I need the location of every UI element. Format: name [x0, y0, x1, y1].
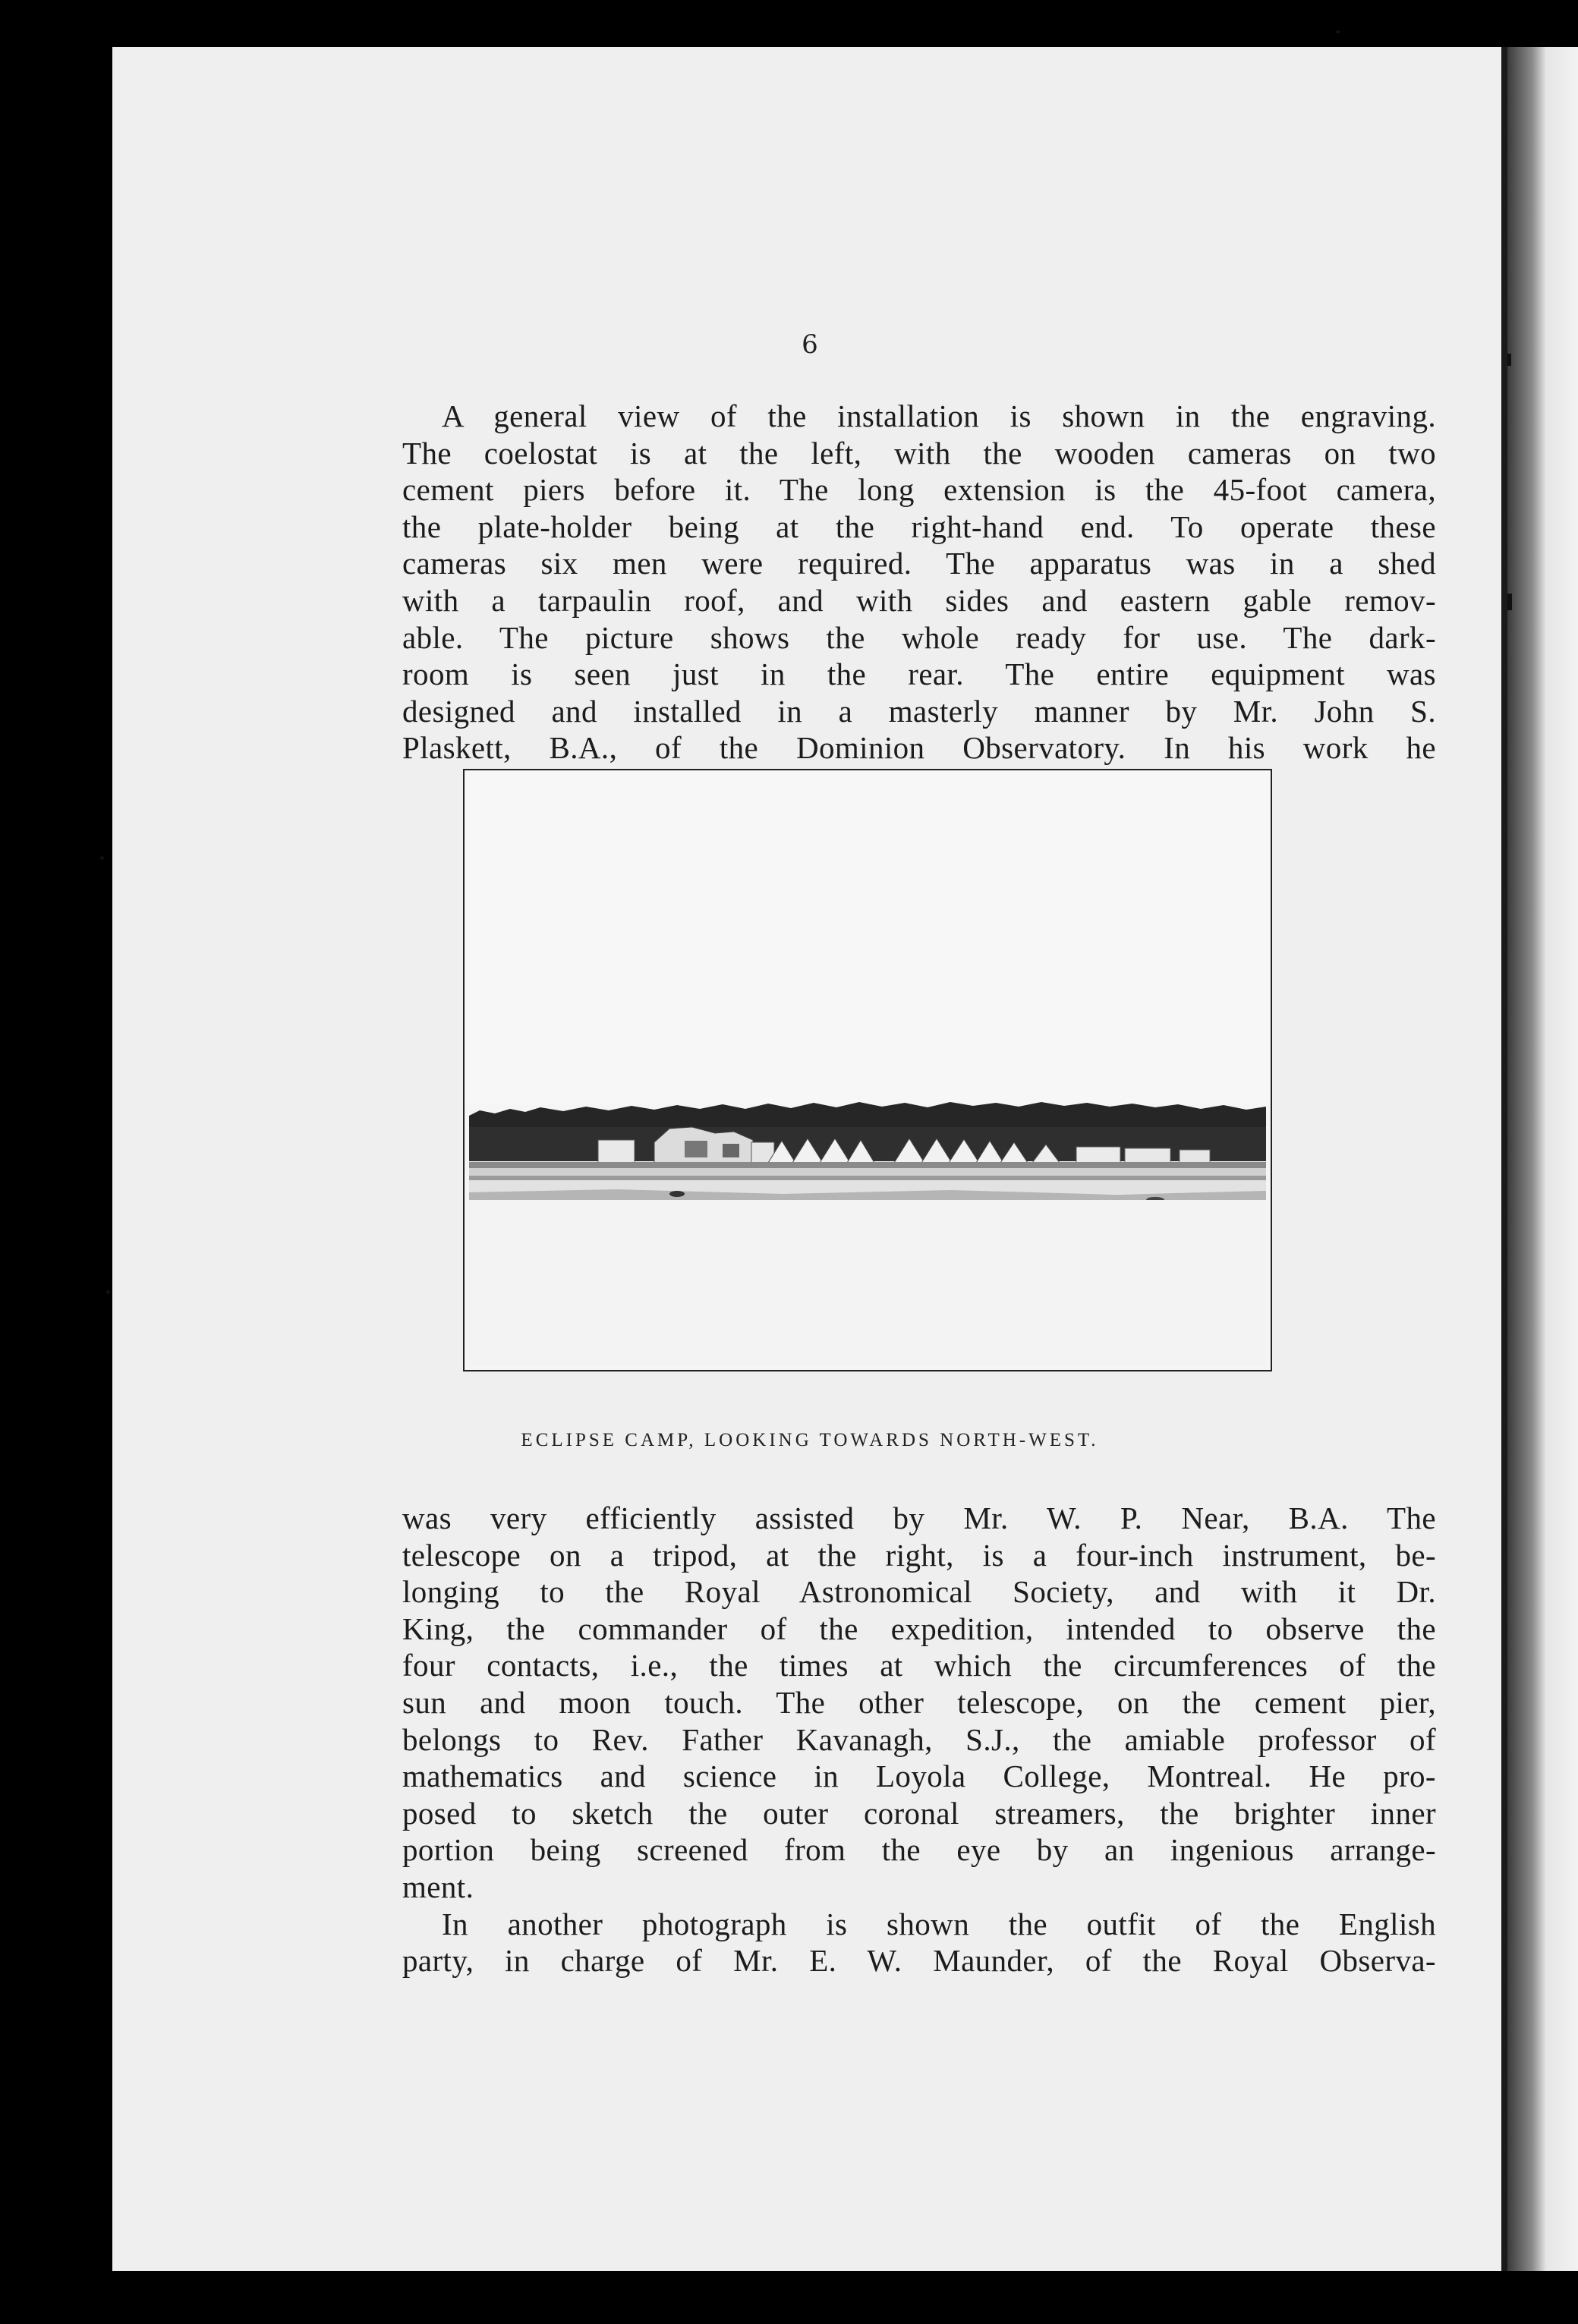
text-line: posed to sketch the outer coronal streamers, the brighter inner — [402, 1795, 1436, 1831]
text-line: The coelostat is at the left, with the wooden cameras on two — [402, 435, 1436, 471]
text-line: room is seen just in the rear. The entire equipment was — [402, 657, 1436, 692]
scan-mark — [1507, 594, 1512, 610]
scan-speck — [1336, 30, 1340, 33]
text-line: the plate-holder being at the right-hand end. To operate these — [402, 509, 1436, 544]
text-line: was very efficiently assisted by Mr. W. P. Near, B.A. The — [402, 1501, 1436, 1535]
scan-mark — [1507, 354, 1511, 366]
eclipse-camp-photograph — [463, 769, 1272, 1371]
text-line: four contacts, i.e., the times at which the circumferences of the — [402, 1648, 1436, 1683]
scan-speck — [106, 1290, 110, 1294]
paragraph-installation — [402, 398, 1436, 767]
text-line: cement piers before it. The long extension is the 45-foot camera, — [402, 472, 1436, 508]
text-line: Plaskett, B.A., of the Dominion Observatory. In his work he — [402, 730, 1436, 766]
text-line: cameras six men were required. The apparatus was in a shed — [402, 546, 1436, 581]
paragraph-telescopes — [402, 1500, 1436, 1979]
text-line: with a tarpaulin roof, and with sides and eastern gable remov- — [402, 582, 1436, 618]
text-line: ment. — [402, 1869, 474, 1904]
figure-caption: ECLIPSE CAMP, LOOKING TOWARDS NORTH-WEST. — [521, 1430, 1099, 1450]
text-line: A general view of the installation is shown in the engraving. — [442, 398, 1436, 433]
text-line: party, in charge of Mr. E. W. Maunder, of the Royal Observa- — [402, 1943, 1436, 1979]
scan-speck — [100, 856, 104, 860]
book-page — [112, 47, 1507, 2271]
text-line: sun and moon touch. The other telescope, on the cement pier, — [402, 1684, 1436, 1720]
page-number: 6 — [802, 329, 818, 360]
photo-drawing — [465, 770, 1271, 1370]
text-line: King, the commander of the expedition, intended to observe the — [402, 1611, 1436, 1646]
text-line: telescope on a tripod, at the right, is a four-inch instrument, be- — [402, 1537, 1436, 1573]
text-line: able. The picture shows the whole ready for use. The dark- — [402, 619, 1436, 655]
text-line: In another photograph is shown the outfit of the English — [442, 1906, 1436, 1941]
text-line: designed and installed in a masterly manner by Mr. John S. — [402, 693, 1436, 729]
text-line: longing to the Royal Astronomical Society, and with it Dr. — [402, 1574, 1436, 1610]
text-line: portion being screened from the eye by an ingenious arrange- — [402, 1832, 1436, 1868]
text-line: mathematics and science in Loyola College, Montreal. He pro- — [402, 1759, 1436, 1794]
text-line: belongs to Rev. Father Kavanagh, S.J., the amiable professor of — [402, 1721, 1436, 1757]
facing-page-edge — [1507, 47, 1578, 2271]
